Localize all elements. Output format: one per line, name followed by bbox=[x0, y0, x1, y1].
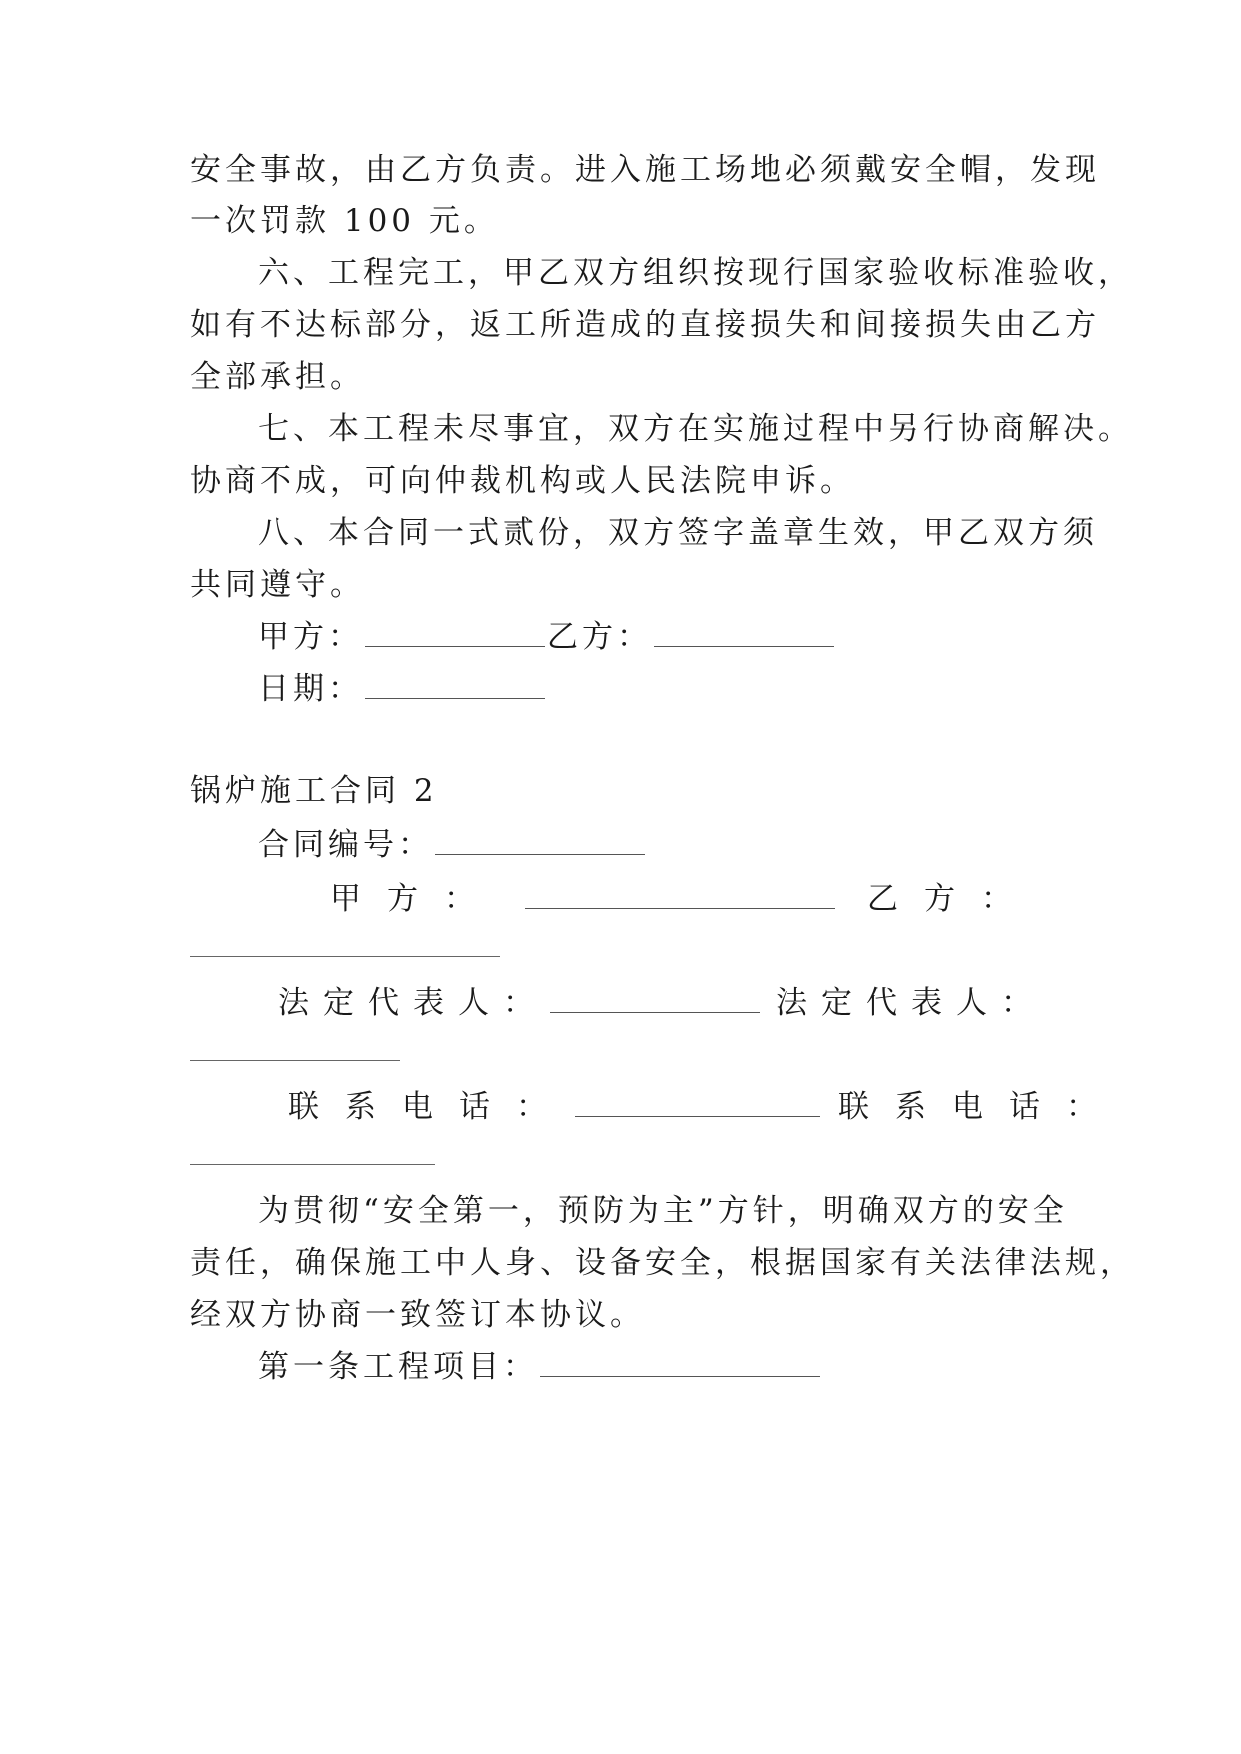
section-title: 锅炉施工合同 2 bbox=[190, 773, 438, 809]
contract-number-label: 合同编号： bbox=[258, 827, 433, 863]
party-b-blank bbox=[190, 955, 500, 957]
party-a-blank bbox=[525, 882, 835, 909]
paragraph-line: 七、本工程未尽事宜，双方在实施过程中另行协商解决。 bbox=[258, 411, 1133, 447]
party-a-label: 甲方： bbox=[258, 619, 363, 655]
legal-rep-a-blank bbox=[550, 986, 760, 1013]
legal-rep-a-label: 法定代表人： bbox=[278, 985, 548, 1021]
contract-number-line bbox=[258, 825, 1118, 865]
paragraph-line: 共同遵守。 bbox=[190, 567, 365, 603]
party-b-blank bbox=[654, 620, 834, 647]
signature-line bbox=[258, 617, 1118, 657]
phone-line bbox=[190, 1087, 1123, 1127]
paragraph-line: 全部承担。 bbox=[190, 359, 365, 395]
party-b-label: 乙方： bbox=[867, 881, 1038, 917]
legal-rep-line bbox=[190, 983, 1050, 1023]
phone-b-blank bbox=[190, 1163, 435, 1165]
paragraph-line: 责任，确保施工中人身、设备安全，根据国家有关法律法规， bbox=[190, 1245, 1135, 1281]
party-a-blank bbox=[365, 620, 545, 647]
date-line bbox=[258, 669, 1118, 709]
parties-line bbox=[190, 879, 1050, 919]
party-b-label: 乙方： bbox=[547, 619, 652, 655]
date-label: 日期： bbox=[258, 671, 363, 707]
paragraph-line: 协商不成，可向仲裁机构或人民法院申诉。 bbox=[190, 463, 855, 499]
phone-a-label: 联系电话： bbox=[288, 1089, 573, 1125]
paragraph-line: 六、工程完工，甲乙双方组织按现行国家验收标准验收， bbox=[258, 255, 1133, 291]
phone-b-label: 联系电话： bbox=[838, 1089, 1123, 1125]
paragraph-line: 八、本合同一式贰份，双方签字盖章生效，甲乙双方须 bbox=[258, 515, 1098, 551]
article-1-blank bbox=[540, 1350, 820, 1377]
article-line bbox=[258, 1347, 1118, 1387]
paragraph-line: 一次罚款 100 元。 bbox=[190, 203, 499, 239]
contract-number-blank bbox=[435, 828, 645, 855]
paragraph-line: 如有不达标部分，返工所造成的直接损失和间接损失由乙方 bbox=[190, 307, 1100, 343]
article-1-label: 第一条工程项目： bbox=[258, 1349, 538, 1385]
legal-rep-b-blank bbox=[190, 1059, 400, 1061]
legal-rep-b-label: 法定代表人： bbox=[776, 985, 1046, 1021]
phone-a-blank bbox=[575, 1090, 820, 1117]
paragraph-line: 安全事故，由乙方负责。进入施工场地必须戴安全帽，发现 bbox=[190, 152, 1100, 188]
paragraph-line: 经双方协商一致签订本协议。 bbox=[190, 1297, 645, 1333]
party-a-label: 甲方： bbox=[330, 881, 501, 917]
paragraph-line: 为贯彻“安全第一，预防为主”方针，明确双方的安全 bbox=[258, 1193, 1068, 1229]
date-blank bbox=[365, 672, 545, 699]
